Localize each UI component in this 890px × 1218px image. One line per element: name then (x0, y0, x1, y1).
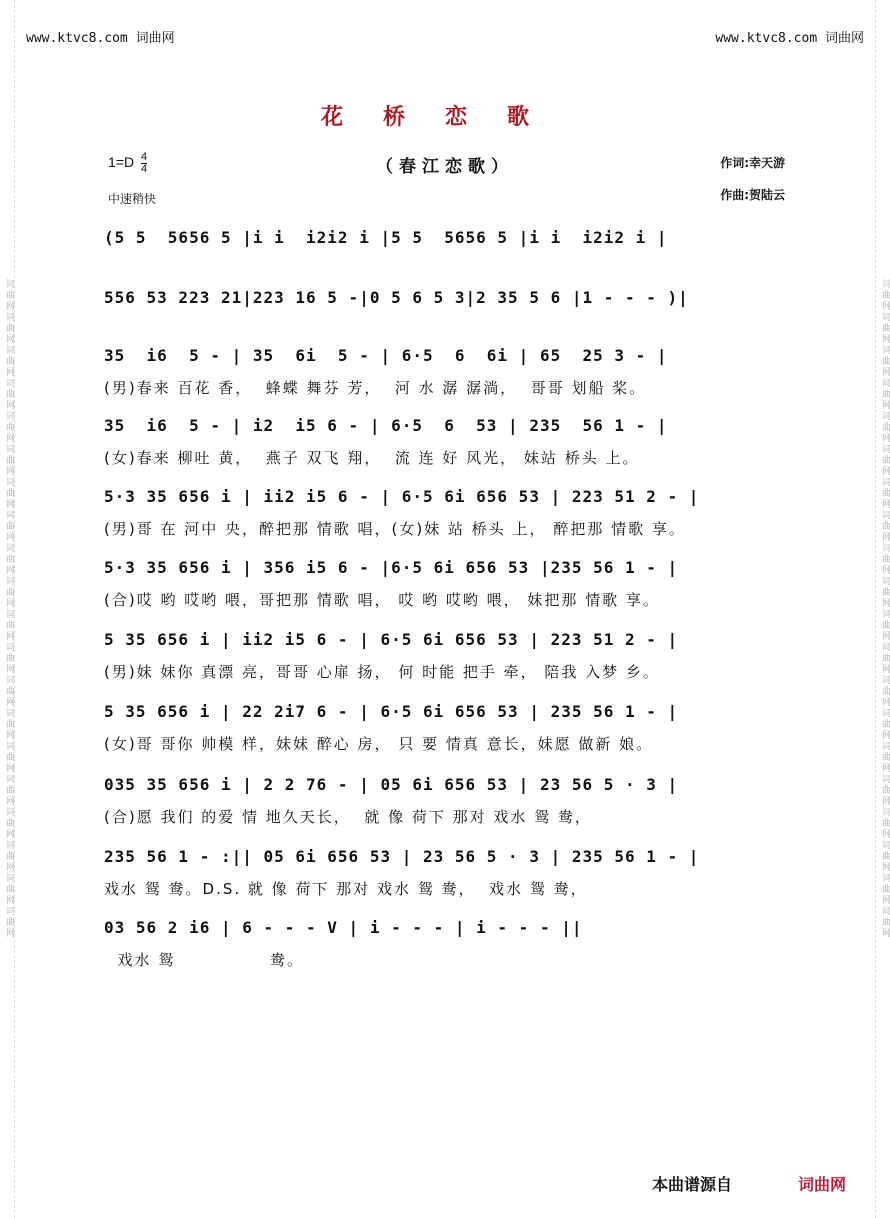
site-url: www.ktvc8.com (715, 31, 818, 46)
site-name: 词曲网 (824, 31, 864, 46)
site-url: www.ktvc8.com (26, 31, 128, 46)
lyrics-row: (男)哥 在 河中 央，醉把那 情歌 唱，(女)妹 站 桥头 上， 醉把那 情歌 享。 (104, 520, 686, 538)
score-line (104, 346, 784, 398)
time-top: 4 (140, 151, 148, 163)
score-line (104, 702, 784, 754)
notation-row: 235 56 1 - :|| 05 6i 656 53 | 23 56 5 · 3 | 235 56 1 - | (104, 847, 700, 866)
key-label: 1=D (108, 154, 135, 171)
time-bottom: 4 (140, 163, 148, 175)
score-line (104, 228, 784, 247)
lyrics-row: 戏水 鸳 鸯。 (104, 951, 305, 969)
right-watermark-strip: 词曲网词曲网词曲网词曲网词曲网词曲网词曲网词曲网词曲网词曲网词曲网词曲网词曲网词曲网词曲网词曲网词曲网词曲网词曲网词曲网 (875, 0, 890, 1218)
notation-row: 556 53 223 21|223 16 5 -|0 5 6 5 3|2 35 5 6 |1 - - - )| (104, 288, 689, 307)
site-header-right[interactable] (715, 27, 864, 46)
lyrics-row: 戏水 鸳 鸯。D.S. 就 像 荷下 那对 戏水 鸳 鸯， 戏水 鸳 鸯， (104, 880, 588, 898)
notation-row: 5 35 656 i | ii2 i5 6 - | 6·5 6i 656 53 | 223 51 2 - | (104, 630, 679, 649)
score-line (104, 288, 784, 307)
song-title: 花桥恋歌 (320, 104, 569, 130)
tempo-marking: 中速稍快 (108, 192, 157, 206)
score-line (104, 558, 784, 610)
score-line (104, 487, 784, 539)
source-brand[interactable]: 词曲网 (798, 1175, 847, 1194)
notation-row: (5 5 5656 5 |i i i2i2 i |5 5 5656 5 |i i i2i2 i | (104, 228, 668, 247)
notation-row: 03 56 2 i6 | 6 - - - V | i - - - | i - - - || (104, 918, 583, 937)
site-header-left[interactable] (26, 27, 175, 46)
lyrics-row: (女)春来 柳吐 黄， 燕子 双飞 翔， 流 连 好 风光， 妹站 桥头 上。 (104, 449, 640, 467)
composer-credit: 作曲:贺陆云 (720, 188, 785, 202)
site-name: 词曲网 (135, 31, 175, 46)
lyrics-row: (男)妹 妹你 真漂 亮，哥哥 心扉 扬， 何 时能 把手 牵， 陪我 入梦 乡。 (104, 663, 660, 681)
source-label: 本曲谱源自 (652, 1175, 733, 1194)
score-line (104, 918, 784, 970)
song-subtitle: （春江恋歌） (376, 157, 514, 177)
notation-row: 35 i6 5 - | i2 i5 6 - | 6·5 6 53 | 235 56 1 - | (104, 416, 668, 435)
notation-row: 35 i6 5 - | 35 6i 5 - | 6·5 6 6i | 65 25 3 - | (104, 346, 668, 365)
notation-row: 035 35 656 i | 2 2 76 - | 05 6i 656 53 | 23 56 5 · 3 | (104, 775, 679, 794)
left-watermark-strip: 词曲网词曲网词曲网词曲网词曲网词曲网词曲网词曲网词曲网词曲网词曲网词曲网词曲网词曲网词曲网词曲网词曲网词曲网词曲网词曲网 (0, 0, 15, 1218)
score-line (104, 630, 784, 682)
lyricist-credit: 作词:幸天游 (720, 156, 785, 170)
notation-row: 5 35 656 i | 22 2i7 6 - | 6·5 6i 656 53 | 235 56 1 - | (104, 702, 679, 721)
score-line (104, 847, 784, 899)
notation-row: 5·3 35 656 i | ii2 i5 6 - | 6·5 6i 656 53 | 223 51 2 - | (104, 487, 700, 506)
lyrics-row: (女)哥 哥你 帅模 样，妹妹 醉心 房， 只 要 情真 意长，妹愿 做新 娘。 (104, 735, 654, 753)
lyrics-row: (合)哎 哟 哎哟 喂，哥把那 情歌 唱， 哎 哟 哎哟 喂， 妹把那 情歌 享。 (104, 591, 660, 609)
score-line (104, 416, 784, 468)
lyrics-row: (合)愿 我们 的爱 情 地久天长， 就 像 荷下 那对 戏水 鸳 鸯， (104, 808, 592, 826)
score-line (104, 775, 784, 827)
lyrics-row: (男)春来 百花 香， 蜂蝶 舞芬 芳， 河 水 潺 潺淌， 哥哥 划船 桨。 (104, 379, 647, 397)
notation-row: 5·3 35 656 i | 356 i5 6 - |6·5 6i 656 53 |235 56 1 - | (104, 558, 679, 577)
